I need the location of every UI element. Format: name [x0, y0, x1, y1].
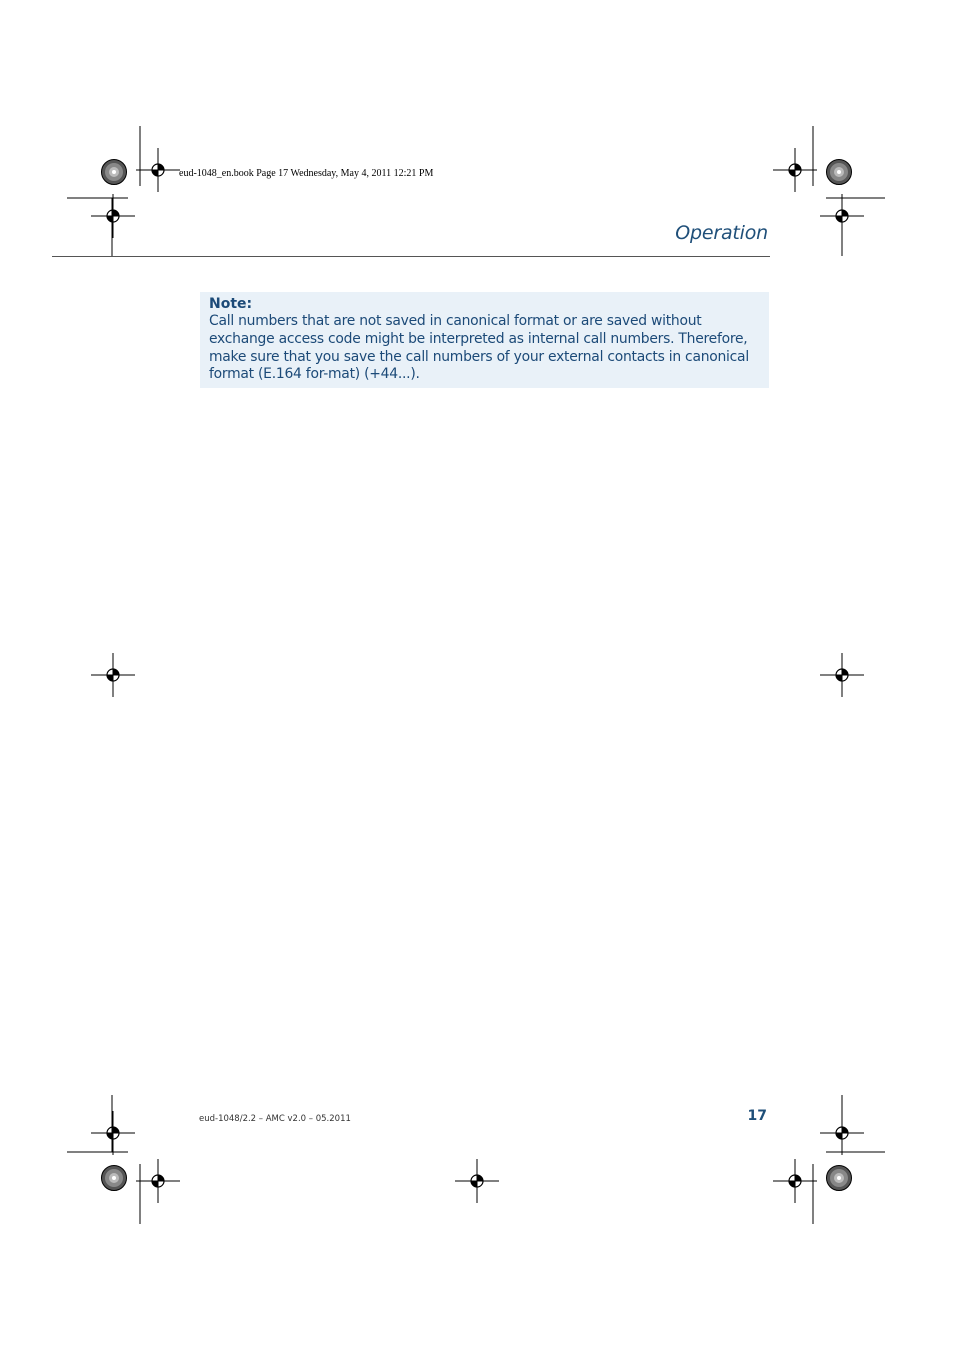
star-target-icon [827, 1166, 852, 1191]
star-target-icon [102, 160, 127, 185]
registration-mark-icon [820, 1111, 864, 1155]
registration-mark-icon [773, 1159, 817, 1203]
note-title: Note: [209, 296, 253, 312]
registration-mark-icon [91, 653, 135, 697]
note-text: Call numbers that are not saved in canonical format or are saved without exchange access code might be interpreted as internal call numbers. Therefore, make sure that you save the call numbers of your external contacts in canonical format (E.164 for-mat) (+44...). [209, 313, 749, 383]
registration-mark-icon [91, 194, 135, 238]
registration-mark-icon [91, 1111, 135, 1155]
registration-mark-icon [136, 148, 180, 192]
star-target-icon [102, 1166, 127, 1191]
registration-mark-icon [820, 194, 864, 238]
page-number: 17 [747, 1108, 767, 1124]
footer-doc-id: eud-1048/2.2 – AMC v2.0 – 05.2011 [199, 1114, 351, 1124]
section-title: Operation [675, 222, 768, 244]
crop-marks-top [67, 126, 885, 256]
registration-mark-icon [136, 1159, 180, 1203]
registration-mark-icon [820, 653, 864, 697]
print-header: eud-1048_en.book Page 17 Wednesday, May 4, 2011 12:21 PM [179, 168, 434, 179]
crop-marks-bottom [67, 1095, 885, 1224]
star-target-icon [827, 160, 852, 185]
registration-mark-icon [455, 1159, 499, 1203]
registration-mark-icon [773, 148, 817, 192]
